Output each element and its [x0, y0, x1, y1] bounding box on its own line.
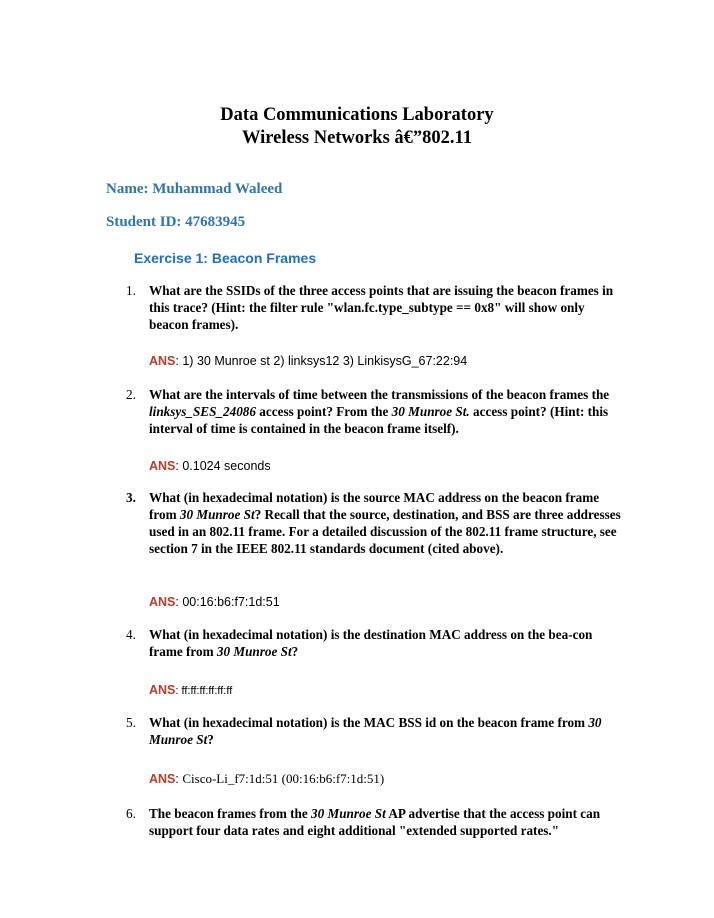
question-text: What are the intervals of time between the transmissions of the beacon frames the linksys_SES_24086 access point? From the 30 Munroe St. access point? (Hint: this interval of time is contained in the beacon frame itself). — [149, 387, 610, 436]
answer-label: ANS — [149, 459, 176, 473]
question-2 — [126, 386, 626, 437]
answer-text: : 00:16:b6:f7:1d:51 — [175, 595, 280, 609]
question-5 — [126, 714, 626, 748]
answer-label: ANS — [149, 354, 176, 368]
question-number: 2. — [126, 387, 136, 402]
student-name: Name: Muhammad Waleed — [106, 181, 283, 197]
question-4 — [126, 626, 626, 660]
question-1 — [126, 282, 626, 333]
question-3 — [126, 489, 626, 557]
answer-text: Cisco-Li_f7:1d:51 (00:16:b6:f7:1d:51) — [182, 771, 385, 786]
answer-label: ANS — [149, 683, 176, 697]
exercise-heading: Exercise 1: Beacon Frames — [134, 250, 317, 266]
question-number: 1. — [126, 283, 136, 298]
question-6 — [126, 805, 626, 839]
question-text: What (in hexadecimal notation) is the source MAC address on the beacon frame from 30 Munroe St? Recall that the source, destination, and BSS are three addresses used in an 802.11 frame. For a detailed discussion of the 802.11 frame structure, see section 7 in the IEEE 802.11 standards document (cited above). — [149, 490, 621, 556]
answer-text: : 0.1024 seconds — [175, 459, 271, 473]
document-subtitle: Wireless Networks â€”802.11 — [241, 128, 473, 148]
student-id: Student ID: 47683945 — [106, 214, 246, 230]
answer-label: ANS — [149, 595, 176, 609]
question-text: What are the SSIDs of the three access points that are issuing the beacon frames in this trace? (Hint: the filter rule "wlan.fc.type_subtype == 0x8" will show only beacon frames). — [149, 283, 614, 332]
answer-3 — [149, 595, 280, 609]
answer-text: : 1) 30 Munroe st 2) linksys12 3) LinkisysG_67:22:94 — [175, 354, 468, 368]
question-number: 5. — [126, 715, 136, 730]
answer-2 — [149, 459, 271, 473]
answer-5: ANS: Cisco-Li_f7:1d:51 (00:16:b6:f7:1d:51) — [149, 771, 385, 786]
question-text: What (in hexadecimal notation) is the MAC BSS id on the beacon frame from 30 Munroe St? — [149, 715, 602, 747]
question-number: 6. — [126, 806, 136, 821]
question-number: 3. — [126, 490, 136, 505]
question-text: The beacon frames from the 30 Munroe St AP advertise that the access point can support four data rates and eight additional "extended supported rates." — [149, 806, 601, 838]
question-number: 4. — [126, 627, 136, 642]
document-title: Data Communications Laboratory — [220, 105, 494, 125]
answer-text: : ff:ff:ff:ff:ff:ff — [175, 685, 233, 697]
answer-4 — [149, 683, 232, 697]
answer-label: ANS — [149, 772, 176, 786]
question-text: What (in hexadecimal notation) is the destination MAC address on the bea-con frame from 30 Munroe St? — [149, 627, 593, 659]
answer-1 — [149, 354, 467, 368]
